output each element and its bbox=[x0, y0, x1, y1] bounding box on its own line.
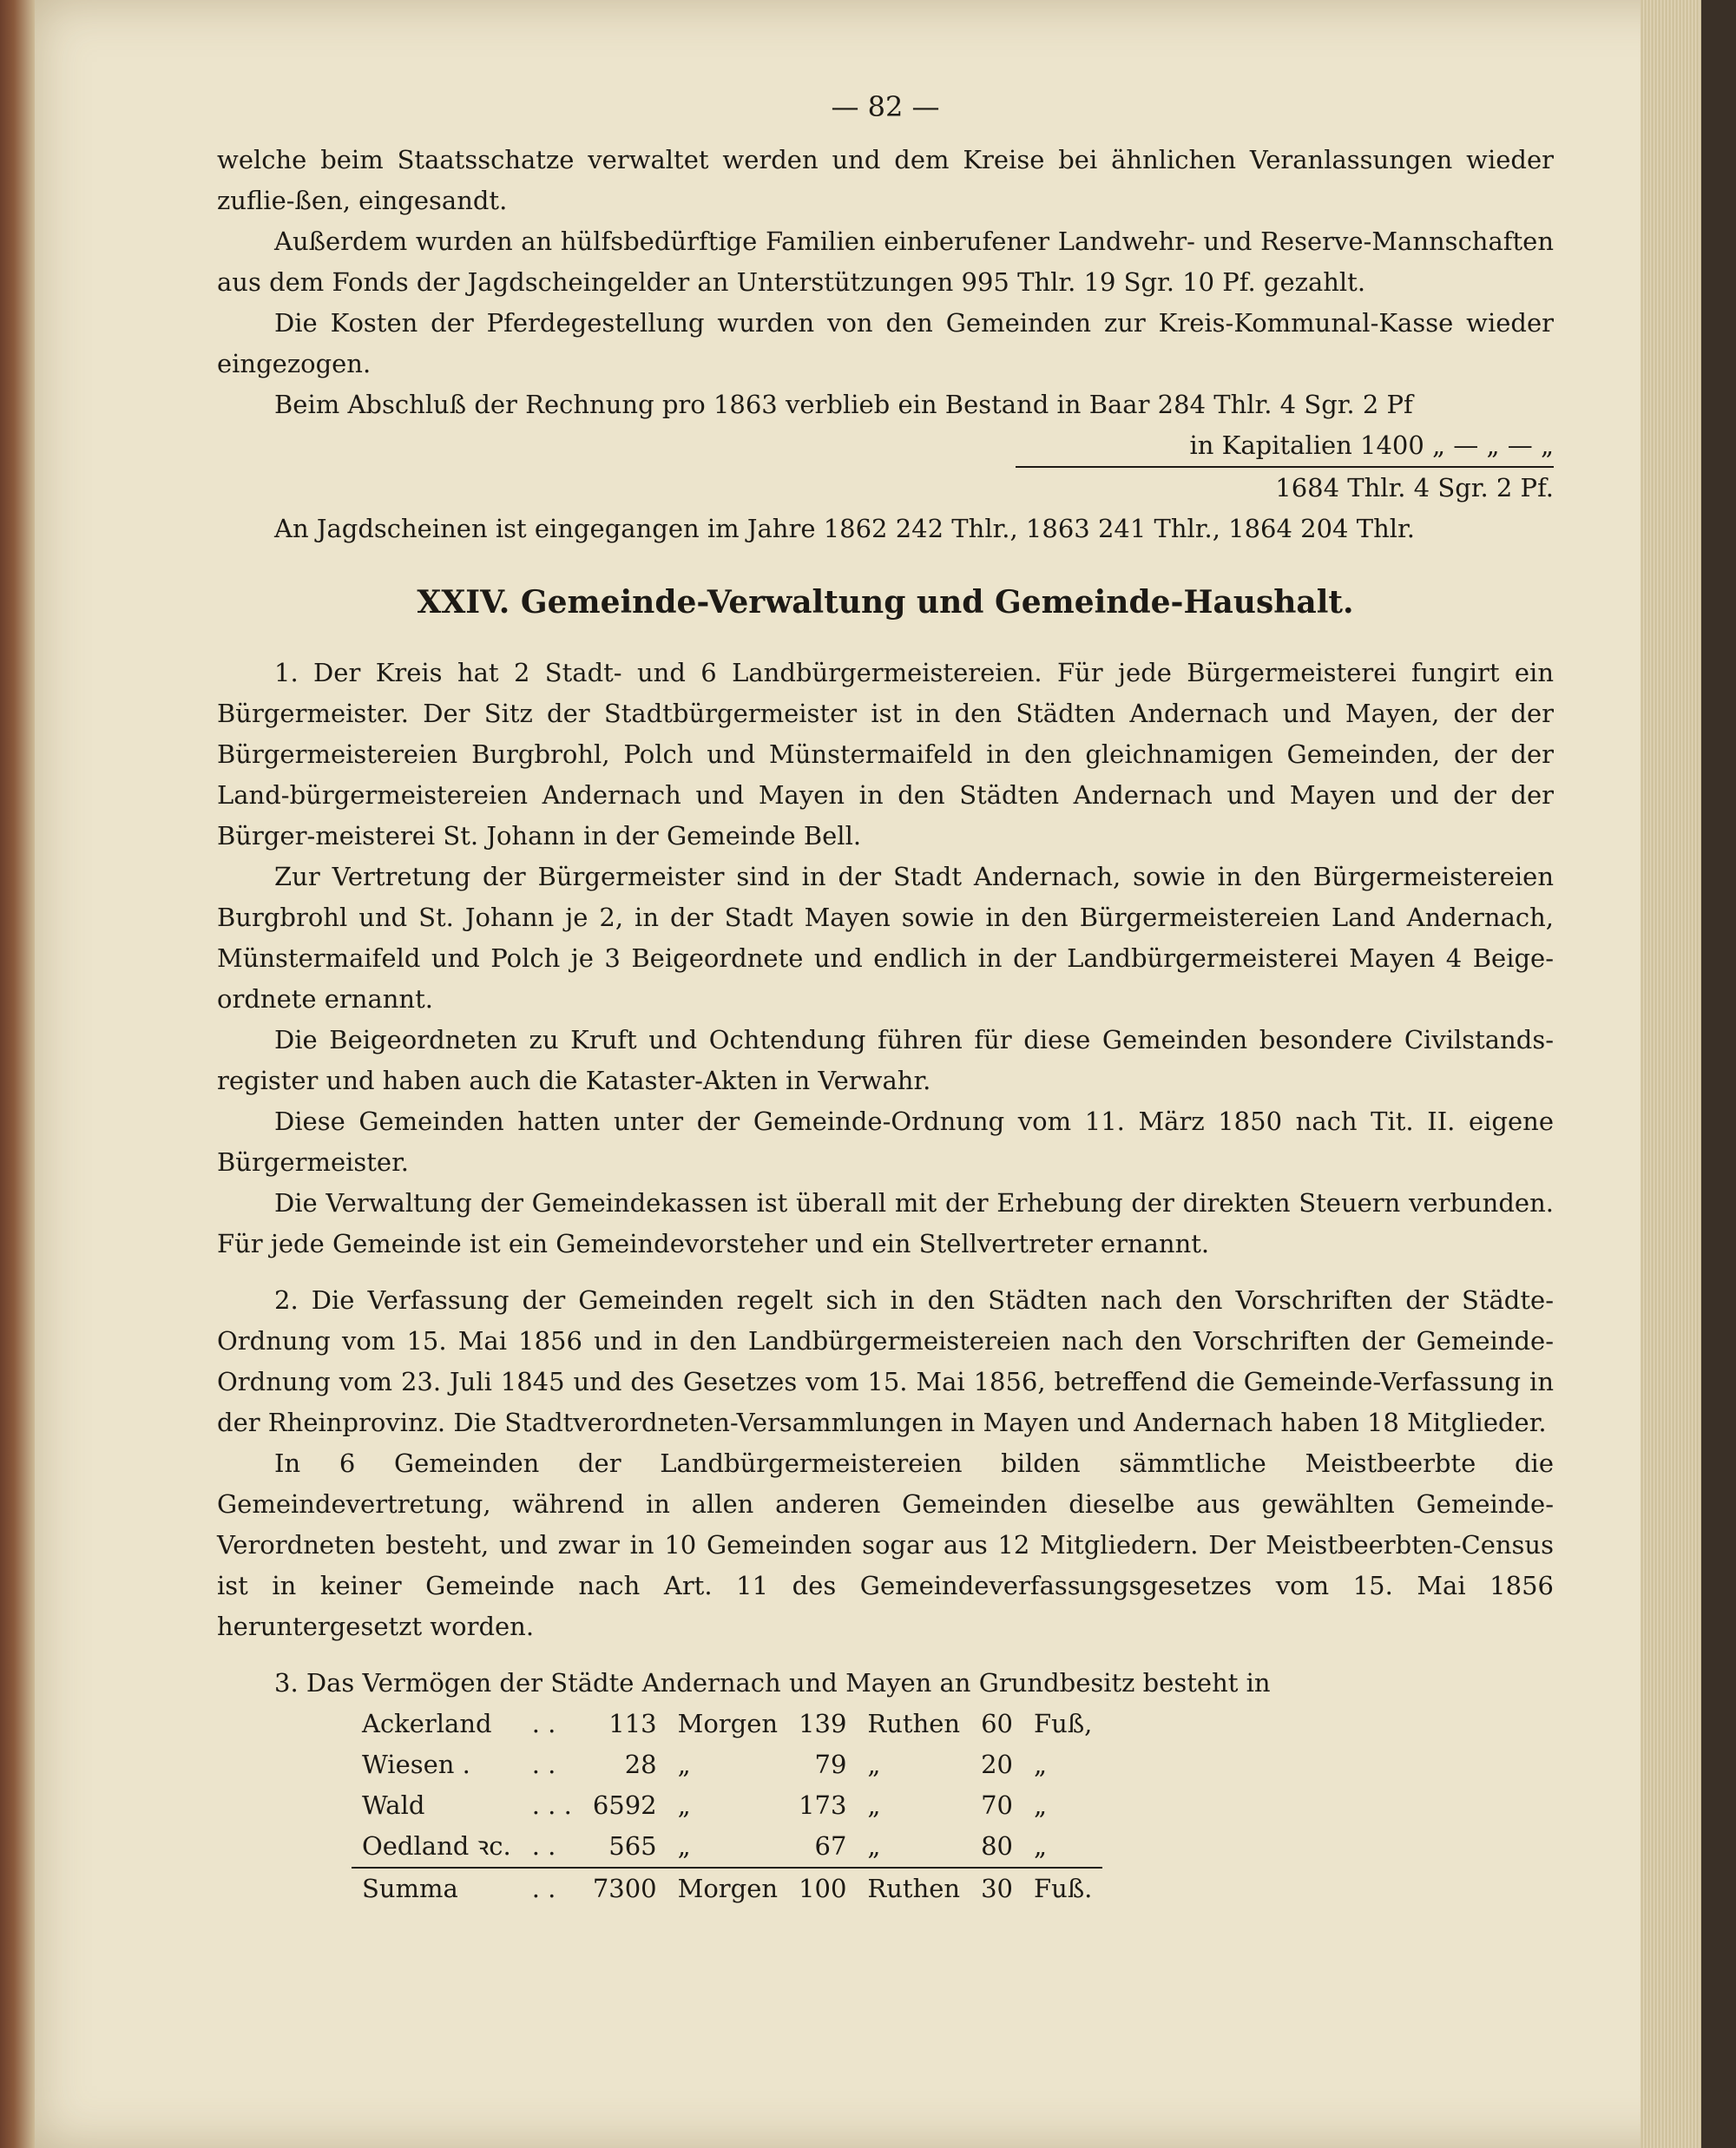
intro-paragraph-2: Außerdem wurden an hülfsbedürftige Familien einberufener Landwehr- und Reserve-Mannschaften aus dem Fonds der Jagdscheingelder an Unterstützungen 995 Thlr. 19 Sgr. 10 Pf. gezahlt. bbox=[217, 227, 1554, 297]
table-cell-au: „ bbox=[677, 1750, 691, 1779]
table-cell-bu: Ruthen bbox=[867, 1709, 961, 1738]
page-stack-edge bbox=[1641, 0, 1701, 2148]
table-cell-c: 20 bbox=[981, 1750, 1014, 1779]
table-cell-bu: „ bbox=[867, 1790, 881, 1820]
table-cell-au: „ bbox=[677, 1790, 691, 1820]
table-cell-a: 565 bbox=[608, 1831, 657, 1861]
balance-line-total: 1684 Thlr. 4 Sgr. 2 Pf. bbox=[1275, 473, 1554, 503]
table-cell-bu: Ruthen bbox=[857, 1868, 970, 1909]
section-1-deputies: Zur Vertretung der Bürgermeister sind in der Stadt Andernach, sowie in den Bürgermeistereien Burgbrohl und St. Johann je 2, in der Stadt Mayen sowie in den Bürgermeistereien Land Andernach, Münstermaifeld und Polch je 3 Beigeordnete und endlich in der Landbürgermeisterei Mayen 4 Beige-ordnete ernannt. bbox=[217, 862, 1554, 1014]
land-holdings-table bbox=[352, 1704, 1102, 1909]
section-1-registers: Die Beigeordneten zu Kruft und Ochtendung führen für diese Gemeinden besondere Civilstands-register und haben auch die Kataster-Akten in Verwahr. bbox=[217, 1025, 1554, 1095]
section-2-council: In 6 Gemeinden der Landbürgermeistereien bilden sämmtliche Meistbeerbte die Gemeindevertretung, während in allen anderen Gemeinden dieselbe aus gewählten Gemeinde-Verordneten besteht, und zwar in 10 Gemeinden sogar aus 12 Mitgliedern. Der Meistbeerbten-Census ist in keiner Gemeinde nach Art. 11 des Gemeindeverfassungsgesetzes vom 15. Mai 1856 heruntergesetzt worden. bbox=[217, 1448, 1554, 1641]
table-row bbox=[352, 1785, 1102, 1826]
table-row bbox=[352, 1744, 1102, 1785]
table-cell-dots: . . bbox=[531, 1831, 556, 1861]
book-page bbox=[35, 0, 1701, 2148]
table-cell-b: 139 bbox=[799, 1709, 847, 1738]
table-cell-cu: „ bbox=[1034, 1750, 1048, 1779]
table-cell-dots: . . . bbox=[531, 1790, 572, 1820]
table-total-row bbox=[352, 1868, 1102, 1909]
balance-line-capital: in Kapitalien 1400 „ — „ — „ bbox=[1189, 430, 1554, 460]
table-cell-cu: Fuß, bbox=[1034, 1709, 1093, 1738]
section-1-ordinance: Diese Gemeinden hatten unter der Gemeinde-Ordnung vom 11. März 1850 nach Tit. II. eigene Bürgermeister. bbox=[217, 1107, 1554, 1177]
section-heading: XXIV. Gemeinde-Verwaltung und Gemeinde-Haushalt. bbox=[417, 584, 1354, 621]
page-number: — 82 — bbox=[831, 90, 940, 123]
table-cell-label: Summa bbox=[352, 1868, 522, 1909]
table-cell-label: Wiesen . bbox=[362, 1750, 470, 1779]
table-cell-dots: . . bbox=[522, 1868, 582, 1909]
table-cell-b: 79 bbox=[814, 1750, 847, 1779]
table-cell-cu: Fuß. bbox=[1023, 1868, 1102, 1909]
table-cell-b: 173 bbox=[799, 1790, 847, 1820]
section-1-paragraph: 1. Der Kreis hat 2 Stadt- und 6 Landbürgermeistereien. Für jede Bürgermeisterei fungirt ein Bürgermeister. Der Sitz der Stadtbürgermeister ist in den Städten Andernach und Mayen, der der Bürgermeistereien Burgbrohl, Polch und Münstermaifeld in den gleichnamigen Gemeinden, der der Land-bürgermeistereien Andernach und Mayen in den Städten Andernach und Mayen und der der Bürger-meisterei St. Johann in der Gemeinde Bell. bbox=[217, 658, 1554, 851]
table-cell-a: 7300 bbox=[582, 1868, 667, 1909]
table-cell-dots: . . bbox=[531, 1750, 556, 1779]
table-cell-bu: „ bbox=[867, 1750, 881, 1779]
table-cell-label: Oedland ꝛc. bbox=[362, 1831, 511, 1861]
section-3-paragraph: 3. Das Vermögen der Städte Andernach und Mayen an Grundbesitz besteht in bbox=[274, 1668, 1271, 1698]
book-spine-edge bbox=[0, 0, 35, 2148]
table-cell-b: 67 bbox=[814, 1831, 847, 1861]
table-cell-label: Ackerland bbox=[362, 1709, 492, 1738]
intro-paragraph-1: welche beim Staatsschatze verwaltet werden und dem Kreise bei ähnlichen Veranlassungen wieder zuflie-ßen, eingesandt. bbox=[217, 145, 1554, 215]
table-cell-a: 6592 bbox=[592, 1790, 657, 1820]
table-cell-label: Wald bbox=[362, 1790, 425, 1820]
table-cell-dots: . . bbox=[531, 1709, 556, 1738]
hunting-license-income: An Jagdscheinen ist eingegangen im Jahre 1862 242 Thlr., 1863 241 Thlr., 1864 204 Thlr. bbox=[274, 514, 1415, 543]
section-2-paragraph: 2. Die Verfassung der Gemeinden regelt sich in den Städten nach den Vorschriften der Städte-Ordnung vom 15. Mai 1856 und in den Landbürgermeistereien nach den Vorschriften der Gemeinde-Ordnung vom 23. Juli 1845 und des Gesetzes vom 15. Mai 1856, betreffend die Gemeinde-Verfassung in der Rheinprovinz. Die Stadtverordneten-Versammlungen in Mayen und Andernach haben 18 Mitglieder. bbox=[217, 1285, 1554, 1437]
table-cell-c: 30 bbox=[970, 1868, 1023, 1909]
intro-paragraph-3: Die Kosten der Pferdegestellung wurden von den Gemeinden zur Kreis-Kommunal-Kasse wieder eingezogen. bbox=[217, 308, 1554, 378]
table-cell-au: „ bbox=[677, 1831, 691, 1861]
table-cell-c: 80 bbox=[981, 1831, 1014, 1861]
table-cell-bu: „ bbox=[867, 1831, 881, 1861]
page-text bbox=[217, 87, 1554, 1909]
table-row bbox=[352, 1704, 1102, 1744]
section-1-treasury: Die Verwaltung der Gemeindekassen ist überall mit der Erhebung der direkten Steuern verbunden. Für jede Gemeinde ist ein Gemeindevorsteher und ein Stellvertreter ernannt. bbox=[217, 1188, 1554, 1258]
table-cell-au: Morgen bbox=[667, 1868, 788, 1909]
table-cell-c: 70 bbox=[981, 1790, 1014, 1820]
balance-line-cash: Beim Abschluß der Rechnung pro 1863 verblieb ein Bestand in Baar 284 Thlr. 4 Sgr. 2 Pf bbox=[274, 390, 1413, 419]
table-row bbox=[352, 1826, 1102, 1868]
table-cell-a: 113 bbox=[608, 1709, 657, 1738]
table-cell-cu: „ bbox=[1034, 1790, 1048, 1820]
table-cell-b: 100 bbox=[788, 1868, 857, 1909]
table-cell-a: 28 bbox=[624, 1750, 657, 1779]
table-cell-au: Morgen bbox=[677, 1709, 779, 1738]
table-cell-c: 60 bbox=[981, 1709, 1014, 1738]
table-cell-cu: „ bbox=[1034, 1831, 1048, 1861]
